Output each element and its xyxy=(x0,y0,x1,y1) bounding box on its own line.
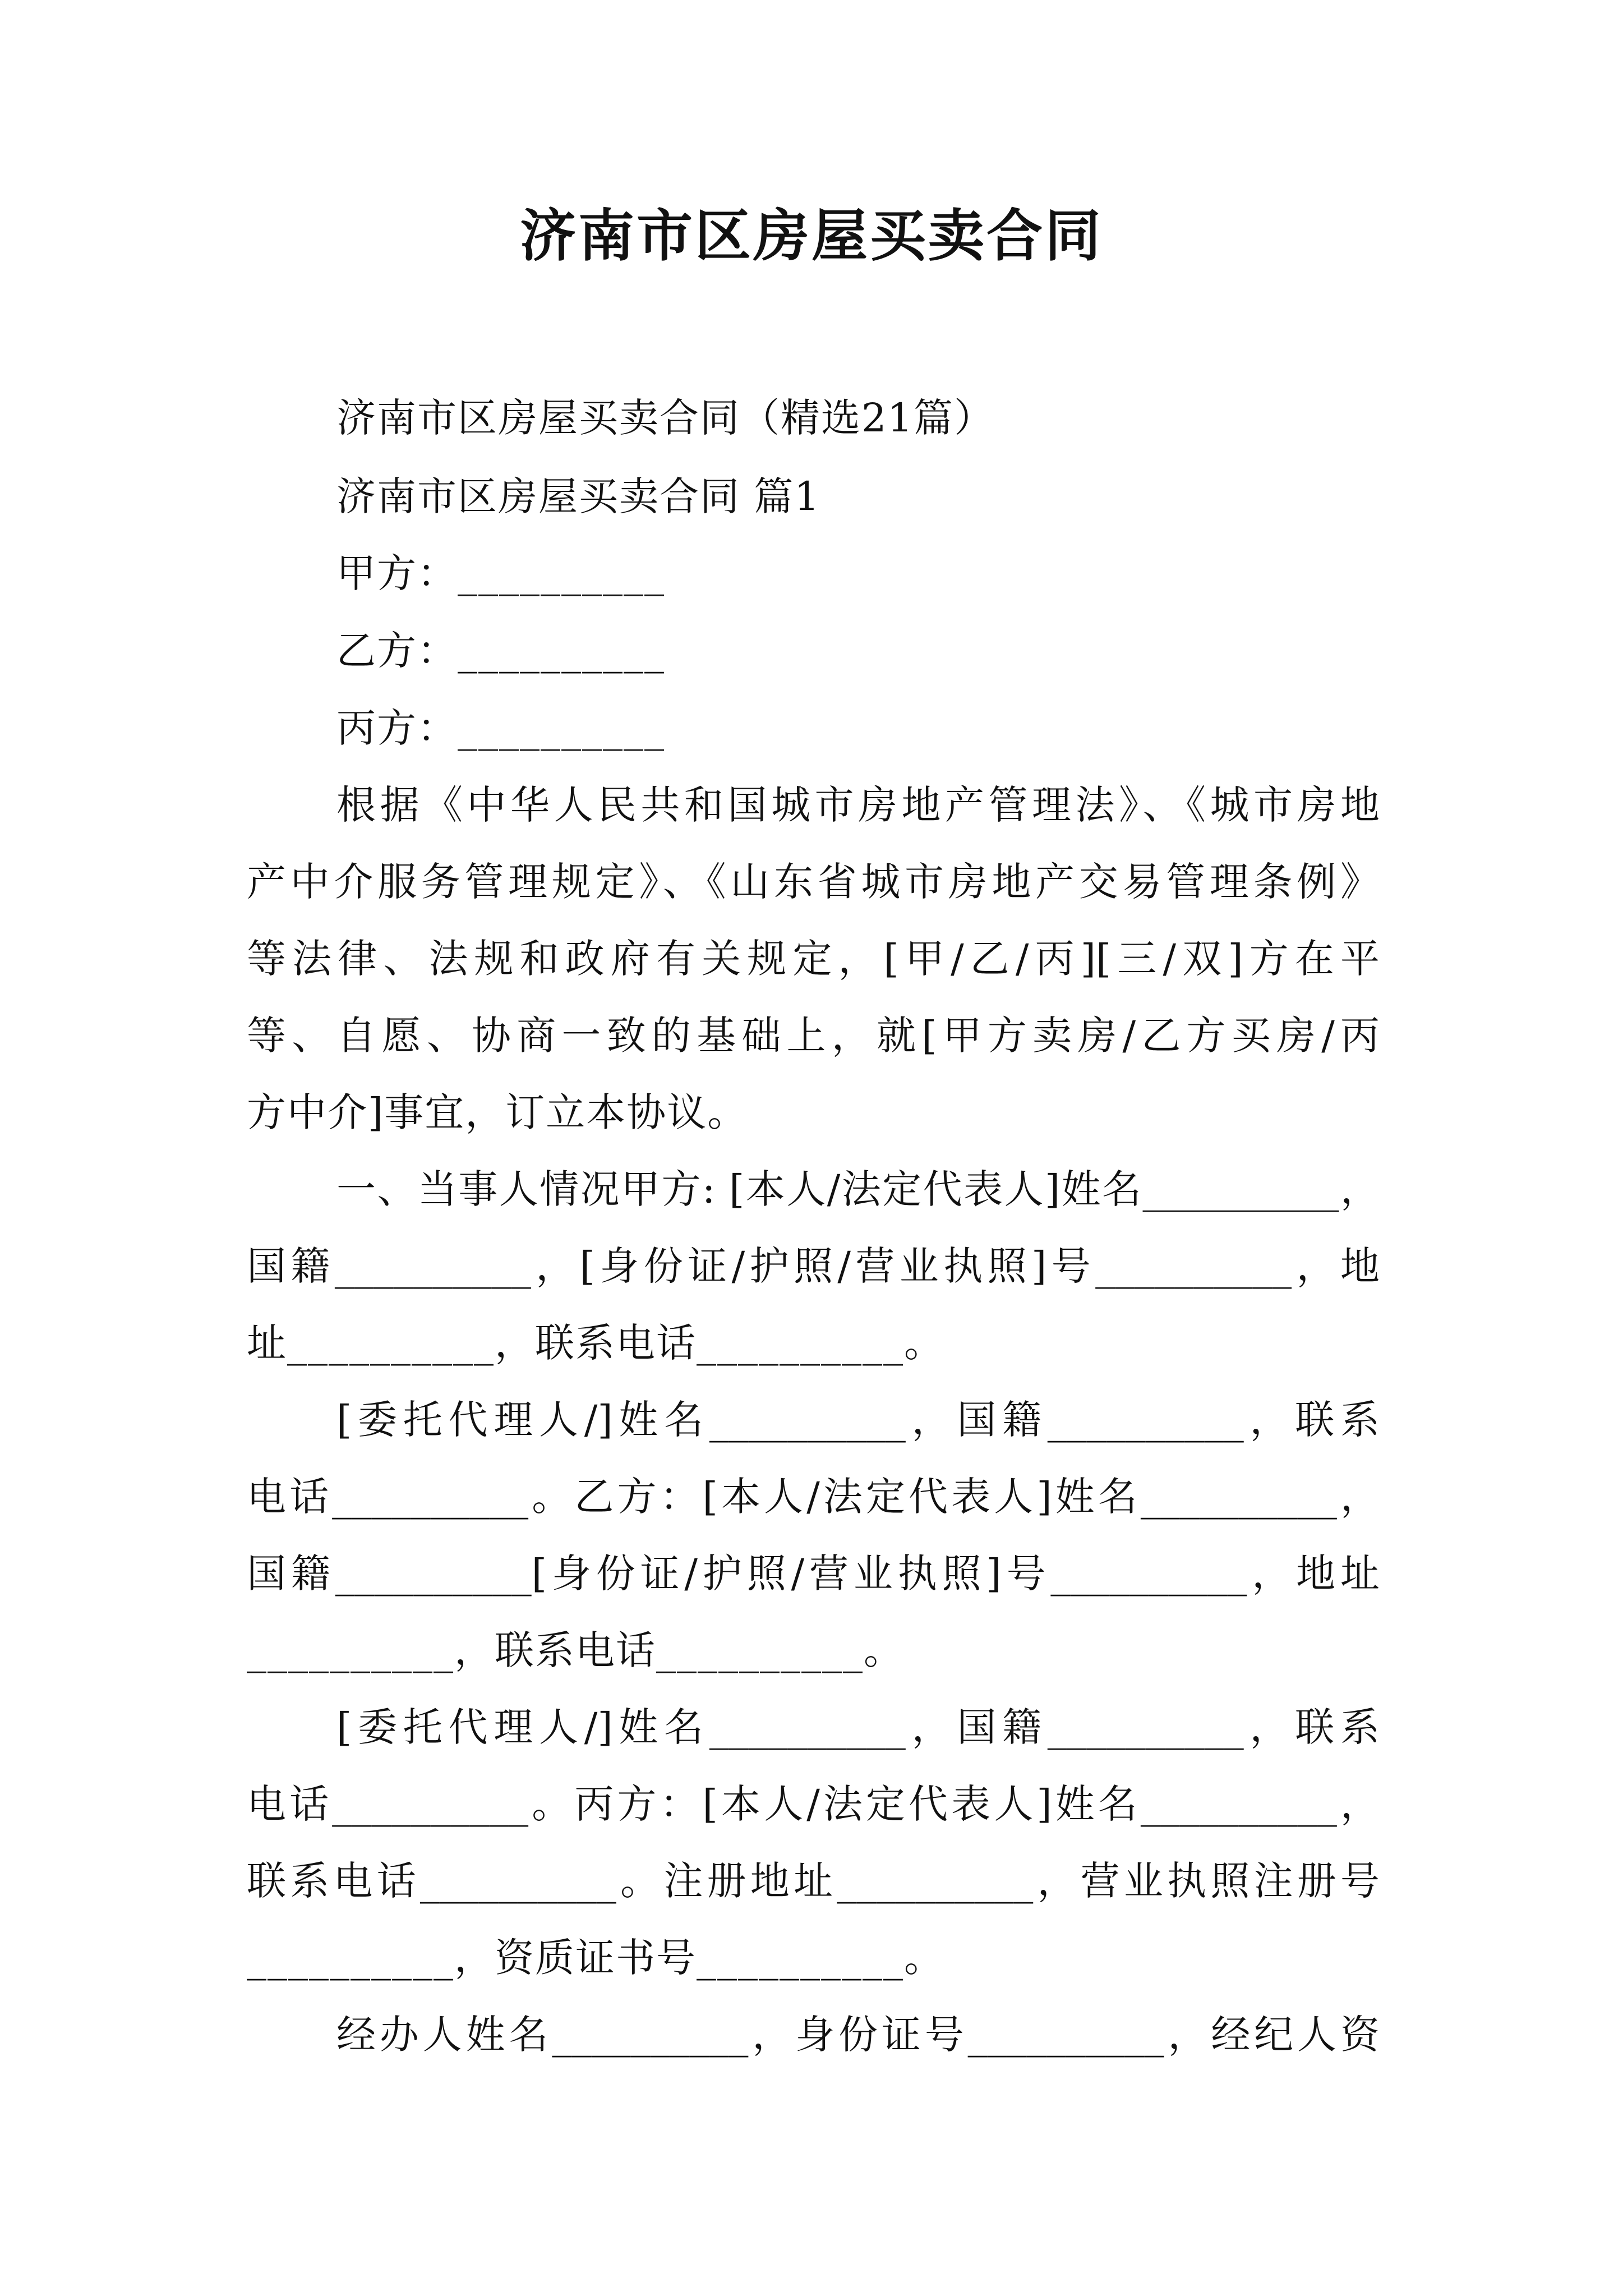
section-heading: 济南市区房屋买卖合同 篇1 xyxy=(336,473,820,519)
paragraph-line: 电话__________。乙方：[本人/法定代表人]姓名__________， xyxy=(247,1474,1380,1520)
paragraph-line: 方中介]事宜，订立本协议。 xyxy=(247,1089,748,1135)
paragraph-line: 等法律、法规和政府有关规定，[甲/乙/丙][三/双]方在平 xyxy=(247,936,1380,982)
paragraph-line: 电话__________。丙方：[本人/法定代表人]姓名__________， xyxy=(247,1781,1380,1827)
subtitle-line: 济南市区房屋买卖合同（精选21篇） xyxy=(336,395,995,441)
paragraph-line: 国籍__________[身份证/护照/营业执照]号__________，地址 xyxy=(247,1550,1380,1596)
party-a-line: 甲方：__________ xyxy=(336,550,665,596)
paragraph-line: 根据《中华人民共和国城市房地产管理法》、《城市房地 xyxy=(336,782,1380,828)
paragraph-line: 联系电话__________。注册地址__________，营业执照注册号 xyxy=(247,1858,1380,1904)
paragraph-line: 等、自愿、协商一致的基础上，就[甲方卖房/乙方买房/丙 xyxy=(247,1013,1380,1059)
document-title: 济南市区房屋买卖合同 xyxy=(520,203,1103,269)
paragraph-line: [委托代理人/]姓名__________，国籍__________，联系 xyxy=(336,1704,1380,1750)
paragraph-line: 址__________，联系电话__________。 xyxy=(247,1320,944,1366)
paragraph-line: __________，联系电话__________。 xyxy=(247,1627,904,1673)
party-c-line: 丙方：__________ xyxy=(336,705,665,751)
paragraph-line: 一、当事人情况甲方: [本人/法定代表人]姓名__________， xyxy=(336,1166,1380,1212)
paragraph-line: __________，资质证书号__________。 xyxy=(247,1935,944,1981)
paragraph-line: 国籍__________，[身份证/护照/营业执照]号__________，地 xyxy=(247,1243,1380,1289)
paragraph-line: 产中介服务管理规定》、《山东省城市房地产交易管理条例》 xyxy=(247,859,1380,905)
paragraph-line: [委托代理人/]姓名__________，国籍__________，联系 xyxy=(336,1397,1380,1443)
party-b-line: 乙方：__________ xyxy=(336,628,665,674)
paragraph-line: 经办人姓名__________，身份证号__________，经纪人资 xyxy=(336,2012,1380,2058)
